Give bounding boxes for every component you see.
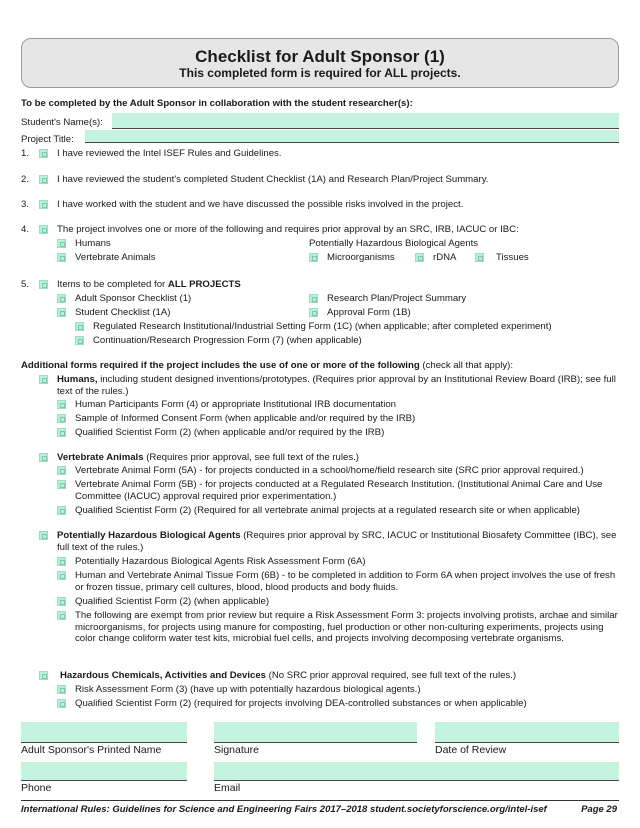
approval-form-label: Approval Form (1B) <box>327 307 411 318</box>
research-plan-checkbox[interactable] <box>309 294 318 303</box>
item-1-number: 1. <box>21 148 30 159</box>
additional-heading <box>21 360 513 372</box>
date-label: Date of Review <box>435 744 507 756</box>
student-names-field[interactable] <box>112 113 619 128</box>
student-names-label: Student's Name(s): <box>21 117 103 128</box>
phba-label: Potentially Hazardous Biological Agents <box>309 238 479 249</box>
rdna-label: rDNA <box>433 252 457 263</box>
add-chemicals-rest: (No SRC prior approval required, see full text of the rules.) <box>266 670 517 681</box>
add-phba-bold: Potentially Hazardous Biological Agents <box>57 530 241 541</box>
humans-qsf-checkbox[interactable] <box>57 428 66 437</box>
footer-text: International Rules: Guidelines for Science and Engineering Fairs 2017–2018 student.societyforscience.org/intel-isef <box>21 804 547 815</box>
email-underline <box>214 780 619 781</box>
add-phba-rest: (Requires prior approval by SRC, IACUC or Institutional Biosafety Committee (IBC), see full text of the rules.) <box>57 530 617 553</box>
phba-6b-checkbox[interactable] <box>57 571 66 580</box>
add-humans-text <box>57 374 619 397</box>
add-vertebrate-rest: (Requires prior approval, see full text of the rules.) <box>143 452 359 463</box>
add-chemicals-checkbox[interactable] <box>39 671 48 680</box>
phba-6b-label: Human and Vertebrate Animal Tissue Form (6B) - to be completed in addition to Form 6A when project involves the use of fresh or frozen tissue, primary cell cultures, blood, blood products and body fluids. <box>75 570 616 593</box>
additional-heading-bold: Additional forms required if the project includes the use of one or more of the following <box>21 360 420 371</box>
human-participants-checkbox[interactable] <box>57 400 66 409</box>
printed-name-label: Adult Sponsor's Printed Name <box>21 744 162 756</box>
item-5-number: 5. <box>21 279 30 290</box>
risk-assessment-checkbox[interactable] <box>57 685 66 694</box>
item-2-number: 2. <box>21 174 30 185</box>
email-field[interactable] <box>214 762 619 780</box>
item-5-text <box>57 279 241 291</box>
item-3-text: I have worked with the student and we have discussed the possible risks involved in the project. <box>57 199 464 210</box>
item-4-checkbox[interactable] <box>39 225 48 234</box>
phba-exempt-checkbox[interactable] <box>57 611 66 620</box>
add-vertebrate-checkbox[interactable] <box>39 453 48 462</box>
additional-heading-rest: (check all that apply): <box>419 360 514 371</box>
humans-checkbox[interactable] <box>57 239 66 248</box>
regulated-research-label: Regulated Research Institutional/Industrial Setting Form (1C) (when applicable; after completed experiment) <box>93 321 552 332</box>
email-label: Email <box>214 782 241 794</box>
add-phba-checkbox[interactable] <box>39 531 48 540</box>
add-chemicals-bold: Hazardous Chemicals, Activities and Devices <box>60 670 266 681</box>
va-qsf-checkbox[interactable] <box>57 506 66 515</box>
vertebrate-label: Vertebrate Animals <box>75 252 156 263</box>
va-form-5b-label: Vertebrate Animal Form (5B) - for projects conducted at a Regulated Research Institution. (Institutional Animal Care and Use Committee (IACUC) approval required prior experimentation.) <box>75 479 603 502</box>
item-3-checkbox[interactable] <box>39 200 48 209</box>
adult-sponsor-checklist-label: Adult Sponsor Checklist (1) <box>75 293 192 304</box>
student-names-underline <box>112 128 619 129</box>
item-1-checkbox[interactable] <box>39 149 48 158</box>
page-subtitle: This completed form is required for ALL projects. <box>179 66 461 80</box>
microorganisms-label: Microorganisms <box>327 252 395 263</box>
risk-assessment-label: Risk Assessment Form (3) (have up with potentially hazardous biological agents.) <box>75 684 421 695</box>
add-vertebrate-bold: Vertebrate Animals <box>57 452 144 463</box>
chemicals-qsf-checkbox[interactable] <box>57 699 66 708</box>
item-4-text: The project involves one or more of the following and requires prior approval by an SRC, IRB, IACUC or IBC: <box>57 224 519 235</box>
tissues-checkbox[interactable] <box>475 253 484 262</box>
item-5-checkbox[interactable] <box>39 280 48 289</box>
project-title-label: Project Title: <box>21 134 74 145</box>
adult-sponsor-checklist-checkbox[interactable] <box>57 294 66 303</box>
page-title: Checklist for Adult Sponsor (1) <box>195 47 445 66</box>
va-form-5b-checkbox[interactable] <box>57 480 66 489</box>
signature-field[interactable] <box>214 722 417 742</box>
phba-exempt-label: The following are exempt from prior review but require a Risk Assessment Form 3: projects involving protists, archae and similar microorganisms, for projects using manure for composting, fuel production or other non-culturing experiments, projects using color change coliform water test kits, microbial fuel cells, and projects involving decomposing vertebrate organisms. <box>75 610 618 644</box>
page-number: Page 29 <box>581 804 617 815</box>
printed-name-underline <box>21 742 187 743</box>
phone-field[interactable] <box>21 762 187 780</box>
add-humans-rest: including student designed inventions/prototypes. (Requires prior approval by an Institutional Review Board (IRB); see full text of the rules.) <box>57 374 616 397</box>
phba-6a-checkbox[interactable] <box>57 557 66 566</box>
vertebrate-checkbox[interactable] <box>57 253 66 262</box>
va-qsf-label: Qualified Scientist Form (2) (Required for all vertebrate animal projects at a regulated research site or when applicable) <box>75 505 580 516</box>
item-2-text: I have reviewed the student's completed Student Checklist (1A) and Research Plan/Project Summary. <box>57 174 489 185</box>
date-field[interactable] <box>435 722 619 742</box>
regulated-research-checkbox[interactable] <box>75 322 84 331</box>
continuation-label: Continuation/Research Progression Form (7) (when applicable) <box>93 335 362 346</box>
form-header <box>21 38 619 88</box>
item-3-number: 3. <box>21 199 30 210</box>
item-1-text: I have reviewed the Intel ISEF Rules and Guidelines. <box>57 148 282 159</box>
add-chemicals-text <box>60 670 516 682</box>
item-4-number: 4. <box>21 224 30 235</box>
student-checklist-label: Student Checklist (1A) <box>75 307 171 318</box>
research-plan-label: Research Plan/Project Summary <box>327 293 467 304</box>
microorganisms-checkbox[interactable] <box>309 253 318 262</box>
informed-consent-checkbox[interactable] <box>57 414 66 423</box>
phba-6a-label: Potentially Hazardous Biological Agents Risk Assessment Form (6A) <box>75 556 366 567</box>
approval-form-checkbox[interactable] <box>309 308 318 317</box>
signature-label: Signature <box>214 744 259 756</box>
add-phba-text <box>57 530 619 553</box>
add-vertebrate-text <box>57 452 359 464</box>
phone-underline <box>21 780 187 781</box>
tissues-label: Tissues <box>496 252 529 263</box>
intro-text: To be completed by the Adult Sponsor in collaboration with the student researcher(s): <box>21 98 413 109</box>
project-title-field[interactable] <box>85 130 619 142</box>
rdna-checkbox[interactable] <box>415 253 424 262</box>
add-humans-bold: Humans, <box>57 374 98 385</box>
item-5-text-bold: ALL PROJECTS <box>167 279 241 290</box>
va-form-5a-checkbox[interactable] <box>57 466 66 475</box>
humans-qsf-label: Qualified Scientist Form (2) (when applicable and/or required by the IRB) <box>75 427 385 438</box>
item-2-checkbox[interactable] <box>39 175 48 184</box>
add-humans-checkbox[interactable] <box>39 375 48 384</box>
informed-consent-label: Sample of Informed Consent Form (when applicable and/or required by the IRB) <box>75 413 416 424</box>
humans-label: Humans <box>75 238 111 249</box>
chemicals-qsf-label: Qualified Scientist Form (2) (required for projects involving DEA-controlled substances or when applicable) <box>75 698 527 709</box>
printed-name-field[interactable] <box>21 722 187 742</box>
item-5-text-pre: Items to be completed for <box>57 279 168 290</box>
va-form-5a-label: Vertebrate Animal Form (5A) - for projects conducted in a school/home/field research site (SRC prior approval required.) <box>75 465 584 476</box>
project-title-underline <box>85 142 619 143</box>
phba-qsf-label: Qualified Scientist Form (2) (when applicable) <box>75 596 270 607</box>
phba-qsf-checkbox[interactable] <box>57 597 66 606</box>
phone-label: Phone <box>21 782 52 794</box>
signature-underline <box>214 742 417 743</box>
human-participants-label: Human Participants Form (4) or appropriate Institutional IRB documentation <box>75 399 397 410</box>
student-checklist-checkbox[interactable] <box>57 308 66 317</box>
date-underline <box>435 742 619 743</box>
page-footer <box>21 800 619 815</box>
continuation-checkbox[interactable] <box>75 336 84 345</box>
